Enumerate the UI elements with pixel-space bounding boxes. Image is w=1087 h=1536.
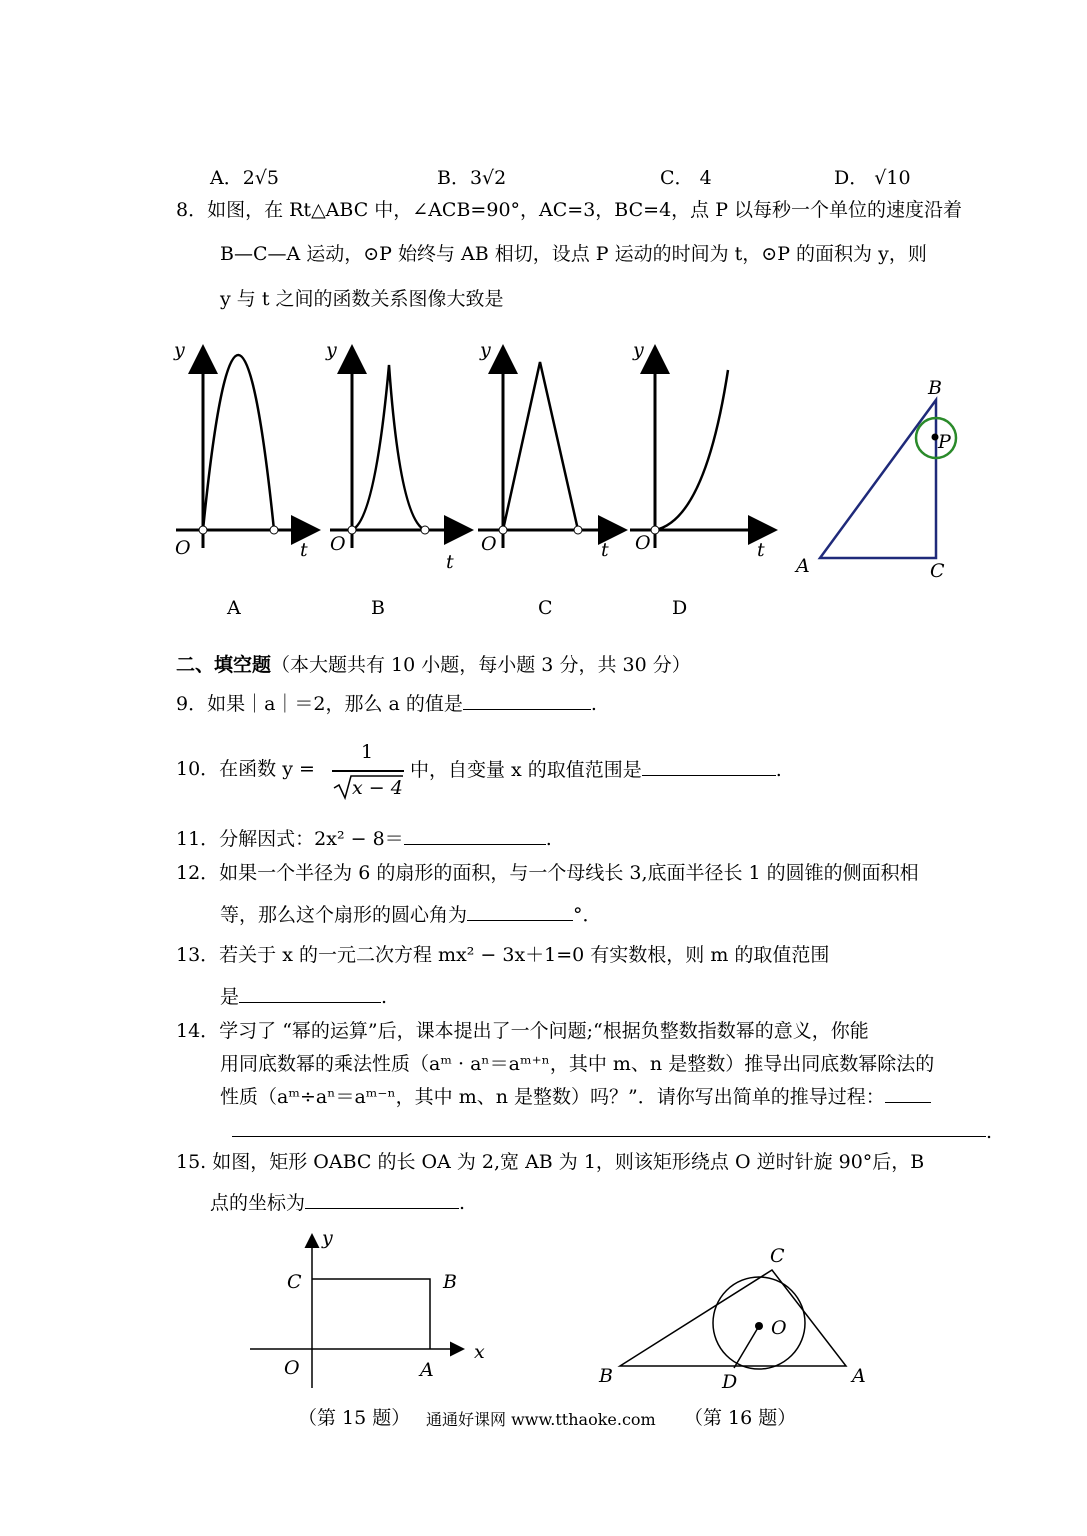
fig15-caption: （第 15 题） <box>298 1407 411 1429</box>
graph-c-t-label: t <box>601 539 609 561</box>
fig16-label-c: C <box>770 1245 785 1267</box>
q10-frac-den: x − 4 <box>352 777 403 799</box>
q14-text: 性质（aᵐ÷aⁿ＝aᵐ⁻ⁿ，其中 m、n 是整数）吗？”．请你写出简单的推导过程： <box>220 1086 885 1108</box>
fig16-caption: （第 16 题） <box>684 1407 797 1429</box>
graph-b-t-label: t <box>446 551 454 573</box>
fig15-label-o: O <box>284 1357 300 1379</box>
q13-answer-blank[interactable] <box>239 984 381 1003</box>
graph-a <box>176 350 315 548</box>
fig15-label-b: B <box>443 1271 457 1293</box>
graph-b-y-label: y <box>326 339 337 361</box>
q9-answer-blank[interactable] <box>463 691 591 710</box>
q7-option-d: D． √10 <box>834 167 911 189</box>
q12-answer-blank[interactable] <box>467 902 573 921</box>
q13-line2 <box>220 984 387 1009</box>
graph-b <box>330 350 468 548</box>
section2-title: 二、填空题 <box>176 654 272 676</box>
graph-c-y-label: y <box>480 339 491 361</box>
fig16-label-a: A <box>852 1365 866 1387</box>
q14-line2: 用同底数幂的乘法性质（aᵐ · aⁿ＝aᵐ⁺ⁿ，其中 m、n 是整数）推导出同底数幂除法的 <box>220 1053 935 1075</box>
q15-line1: 15. 如图，矩形 OABC 的长 OA 为 2,宽 AB 为 1，则该矩形绕点 O 逆时针旋 90°后，B <box>176 1151 925 1173</box>
triangle-label-b: B <box>928 377 942 399</box>
graph-d-caption: D <box>672 597 688 619</box>
q10-mid: 中，自变量 x 的取值范围是 <box>410 759 642 781</box>
graph-d-origin: O <box>635 532 651 554</box>
fig16 <box>620 1270 846 1369</box>
q11 <box>176 826 552 851</box>
fig15-label-c: C <box>287 1271 302 1293</box>
q10 <box>410 757 782 782</box>
graph-b-caption: B <box>371 597 385 619</box>
q11-answer-blank[interactable] <box>404 826 546 845</box>
q14-answer-blank-1[interactable] <box>885 1084 931 1103</box>
q15-line2 <box>210 1190 465 1215</box>
triangle-label-p: P <box>938 431 951 453</box>
q8-line3: y 与 t 之间的函数关系图像大致是 <box>220 288 504 310</box>
q9 <box>176 691 597 716</box>
q11-text: 11．分解因式：2x² − 8＝ <box>176 828 404 850</box>
q15-text: 点的坐标为 <box>210 1192 306 1214</box>
q7-option-c: C． 4 <box>660 167 712 189</box>
q10-frac-bar <box>332 770 404 772</box>
q9-text: 9．如果｜a｜＝2，那么 a 的值是 <box>176 693 463 715</box>
fig15-label-a: A <box>420 1359 434 1381</box>
section2-note: （本大题共有 10 小题，每小题 3 分，共 30 分） <box>271 654 691 676</box>
graph-a-caption: A <box>227 597 241 619</box>
q10-frac-num: 1 <box>361 741 374 763</box>
q13-end: . <box>381 986 388 1008</box>
q15-answer-blank[interactable] <box>305 1190 459 1209</box>
q11-end: . <box>545 828 552 850</box>
graph-d <box>630 350 772 548</box>
q7-option-b: B．3√2 <box>437 167 507 189</box>
q15-end: . <box>459 1192 466 1214</box>
q12-text: 等，那么这个扇形的圆心角为 <box>220 904 468 926</box>
q10-answer-blank[interactable] <box>642 757 776 776</box>
fig15-y-label: y <box>322 1227 333 1249</box>
q8-line2: B—C—A 运动，⊙P 始终与 AB 相切，设点 P 运动的时间为 t，⊙P 的面积为 y，则 <box>220 243 927 265</box>
fig15-x-label: x <box>474 1341 485 1363</box>
fig16-label-b: B <box>599 1365 613 1387</box>
graph-a-origin: O <box>175 537 191 559</box>
q8-line1: 8．如图，在 Rt△ABC 中，∠ACB=90°，AC=3，BC=4，点 P 以每秒一个单位的速度沿着 <box>176 199 963 221</box>
q14-line3 <box>220 1084 931 1109</box>
graph-d-y-label: y <box>633 339 644 361</box>
q14-end: . <box>986 1121 993 1143</box>
graph-b-origin: O <box>330 533 346 555</box>
triangle-label-c: C <box>930 560 945 582</box>
q14-answer-blank-2[interactable] <box>232 1136 986 1137</box>
q8-graphs <box>0 0 1087 640</box>
graph-c-caption: C <box>538 597 553 619</box>
q12-line1: 12．如果一个半径为 6 的扇形的面积，与一个母线长 3,底面半径长 1 的圆锥的侧面积相 <box>176 862 919 884</box>
triangle-figure <box>820 400 956 558</box>
q14-line1: 14．学习了 “幂的运算”后，课本提出了一个问题;“根据负整数指数幂的意义，你能 <box>176 1020 869 1042</box>
q13-line1: 13．若关于 x 的一元二次方程 mx² − 3x＋1=0 有实数根，则 m 的取值范围 <box>176 944 830 966</box>
q10-text: 10．在函数 y = <box>176 758 315 780</box>
q13-text: 是 <box>220 986 240 1008</box>
fig16-label-d: D <box>722 1371 738 1393</box>
q7-option-a: A．2√5 <box>210 167 280 189</box>
graph-d-t-label: t <box>757 539 765 561</box>
q10-end: . <box>775 759 782 781</box>
fig16-label-o: O <box>771 1317 787 1339</box>
q9-end: . <box>590 693 597 715</box>
section2-header <box>176 653 691 677</box>
graph-a-y-label: y <box>174 339 185 361</box>
watermark: 通通好课网 www.tthaoke.com <box>426 1410 656 1429</box>
q12-end: °． <box>573 904 602 926</box>
graph-c-origin: O <box>481 533 497 555</box>
graph-a-t-label: t <box>300 539 308 561</box>
graph-c <box>478 350 622 548</box>
triangle-label-a: A <box>796 555 810 577</box>
q12-line2 <box>220 902 602 927</box>
